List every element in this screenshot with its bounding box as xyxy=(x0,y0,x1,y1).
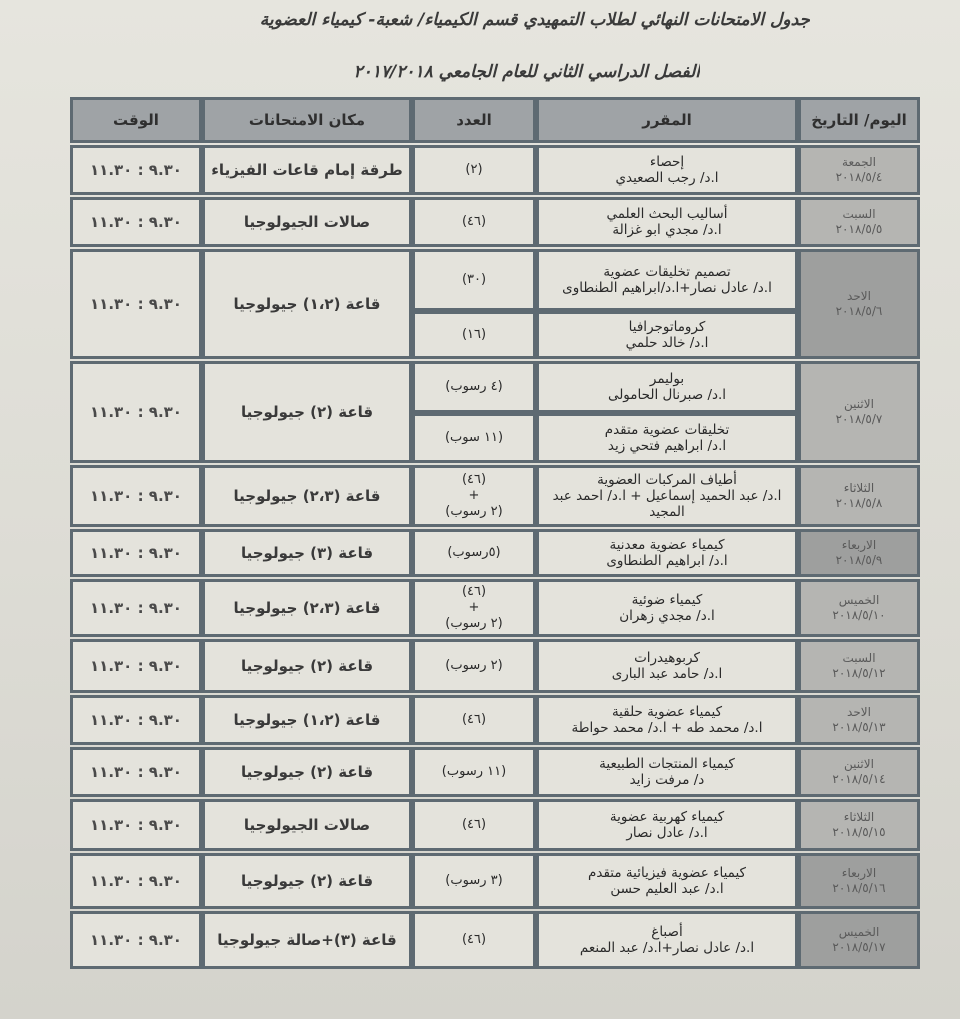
place-cell: قاعة (٢) جيولوجيا xyxy=(202,747,412,797)
time-cell: ٩.٣٠ : ١١.٣٠ xyxy=(70,529,202,577)
day-date-cell: الخميس ٢٠١٨/٥/١٠ xyxy=(798,579,920,637)
time-cell: ٩.٣٠ : ١١.٣٠ xyxy=(70,361,202,463)
place-cell: قاعة (١،٢) جيولوجيا xyxy=(202,249,412,359)
count-cell: (٢) xyxy=(412,145,536,195)
day-date-cell: السبت ٢٠١٨/٥/٥ xyxy=(798,197,920,247)
day-date-cell: الاثنين ٢٠١٨/٥/٧ xyxy=(798,361,920,463)
table-row xyxy=(70,639,920,693)
time-cell: ٩.٣٠ : ١١.٣٠ xyxy=(70,747,202,797)
exam-schedule-table xyxy=(70,97,920,969)
place-cell: صالات الجيولوجيا xyxy=(202,197,412,247)
day-date-cell: الاربعاء ٢٠١٨/٥/٩ xyxy=(798,529,920,577)
count-cell: (٢ رسوب) xyxy=(412,639,536,693)
count-cell: (٤٦) + (٢ رسوب) xyxy=(412,465,536,527)
count-cell: (٤٦) + (٢ رسوب) xyxy=(412,579,536,637)
count-cell: (١١ رسوب) xyxy=(412,747,536,797)
table-row xyxy=(70,799,920,851)
table-row xyxy=(70,249,920,311)
table-row xyxy=(70,529,920,577)
place-cell: قاعة (٣)+صالة جيولوجيا xyxy=(202,911,412,969)
place-cell: صالات الجيولوجيا xyxy=(202,799,412,851)
header-course: المقرر xyxy=(536,97,798,143)
day-date-cell: الاحد ٢٠١٨/٥/١٣ xyxy=(798,695,920,745)
time-cell: ٩.٣٠ : ١١.٣٠ xyxy=(70,695,202,745)
course-cell: كيمياء عضوية حلقية ا.د/ محمد طه + ا.د/ محمد حواطة xyxy=(536,695,798,745)
time-cell: ٩.٣٠ : ١١.٣٠ xyxy=(70,911,202,969)
table-row xyxy=(70,579,920,637)
table-row xyxy=(70,197,920,247)
table-row xyxy=(70,911,920,969)
count-cell: (٤٦) xyxy=(412,695,536,745)
course-cell: كيمياء عضوية معدنية ا.د/ ابراهيم الطنطاوى xyxy=(536,529,798,577)
place-cell: قاعة (٢) جيولوجيا xyxy=(202,639,412,693)
course-cell: أطياف المركبات العضوية ا.د/ عبد الحميد إسماعيل + ا.د/ احمد عبد المجيد xyxy=(536,465,798,527)
course-cell: إحصاء ا.د/ رجب الصعيدي xyxy=(536,145,798,195)
table-row xyxy=(70,695,920,745)
course-cell: بوليمر ا.د/ صبرنال الحامولى xyxy=(536,361,798,413)
table-row xyxy=(70,853,920,909)
course-cell: تصميم تخليقات عضوية ا.د/ عادل نصار+ا.د/ابراهيم الطنطاوى xyxy=(536,249,798,311)
course-cell: كيمياء ضوئية ا.د/ مجدي زهران xyxy=(536,579,798,637)
place-cell: قاعة (٢،٣) جيولوجيا xyxy=(202,579,412,637)
header-place: مكان الامتحانات xyxy=(202,97,412,143)
day-date-cell: الاحد ٢٠١٨/٥/٦ xyxy=(798,249,920,359)
course-cell: كربوهيدرات ا.د/ حامد عبد البارى xyxy=(536,639,798,693)
time-cell: ٩.٣٠ : ١١.٣٠ xyxy=(70,579,202,637)
day-date-cell: الاثنين ٢٠١٨/٥/١٤ xyxy=(798,747,920,797)
count-cell: (٣٠) xyxy=(412,249,536,311)
count-cell: (١١ سوب) xyxy=(412,413,536,463)
time-cell: ٩.٣٠ : ١١.٣٠ xyxy=(70,799,202,851)
course-cell: أساليب البحث العلمي ا.د/ مجدي ابو غزالة xyxy=(536,197,798,247)
day-date-cell: السبت ٢٠١٨/٥/١٢ xyxy=(798,639,920,693)
course-cell: كيمياء عضوية فيزيائية متقدم ا.د/ عبد العليم حسن xyxy=(536,853,798,909)
table-row xyxy=(70,361,920,413)
place-cell: طرقة إمام قاعات الفيزياء xyxy=(202,145,412,195)
time-cell: ٩.٣٠ : ١١.٣٠ xyxy=(70,465,202,527)
day-date-cell: الثلاثاء ٢٠١٨/٥/٨ xyxy=(798,465,920,527)
table-row xyxy=(70,145,920,195)
header-count: العدد xyxy=(412,97,536,143)
header-day-date: اليوم/ التاريخ xyxy=(798,97,920,143)
day-date-cell: الاربعاء ٢٠١٨/٥/١٦ xyxy=(798,853,920,909)
table-header-row xyxy=(70,97,920,143)
time-cell: ٩.٣٠ : ١١.٣٠ xyxy=(70,145,202,195)
course-cell: كيمياء كهربية عضوية ا.د/ عادل نصار xyxy=(536,799,798,851)
count-cell: (١٦) xyxy=(412,311,536,359)
count-cell: (٤ رسوب) xyxy=(412,361,536,413)
course-cell: كيمياء المنتجات الطبيعية د/ مرفت زايد xyxy=(536,747,798,797)
count-cell: (٤٦) xyxy=(412,911,536,969)
course-cell: تخليقات عضوية متقدم ا.د/ ابراهيم فتحي زيد xyxy=(536,413,798,463)
day-date-cell: الخميس ٢٠١٨/٥/١٧ xyxy=(798,911,920,969)
count-cell: (٤٦) xyxy=(412,799,536,851)
time-cell: ٩.٣٠ : ١١.٣٠ xyxy=(70,249,202,359)
count-cell: (٥رسوب) xyxy=(412,529,536,577)
table-row xyxy=(70,747,920,797)
place-cell: قاعة (٣) جيولوجيا xyxy=(202,529,412,577)
table-row xyxy=(70,465,920,527)
time-cell: ٩.٣٠ : ١١.٣٠ xyxy=(70,853,202,909)
course-cell: أصباغ ا.د/ عادل نصار+ا.د/ عبد المنعم xyxy=(536,911,798,969)
count-cell: (٤٦) xyxy=(412,197,536,247)
place-cell: قاعة (١،٢) جيولوجيا xyxy=(202,695,412,745)
course-cell: كروماتوجرافيا ا.د/ خالد حلمي xyxy=(536,311,798,359)
count-cell: (٣ رسوب) xyxy=(412,853,536,909)
header-time: الوقت xyxy=(70,97,202,143)
schedule-title-line2: الفصل الدراسي الثاني للعام الجامعي ٢٠١٧/٢٠١٨ xyxy=(353,62,700,82)
place-cell: قاعة (٢) جيولوجيا xyxy=(202,361,412,463)
time-cell: ٩.٣٠ : ١١.٣٠ xyxy=(70,639,202,693)
place-cell: قاعة (٢) جيولوجيا xyxy=(202,853,412,909)
day-date-cell: الجمعة ٢٠١٨/٥/٤ xyxy=(798,145,920,195)
time-cell: ٩.٣٠ : ١١.٣٠ xyxy=(70,197,202,247)
schedule-title-line1: جدول الامتحانات النهائي لطلاب التمهيدي قسم الكيمياء/ شعبة- كيمياء العضوية xyxy=(259,10,810,30)
place-cell: قاعة (٢،٣) جيولوجيا xyxy=(202,465,412,527)
day-date-cell: الثلاثاء ٢٠١٨/٥/١٥ xyxy=(798,799,920,851)
